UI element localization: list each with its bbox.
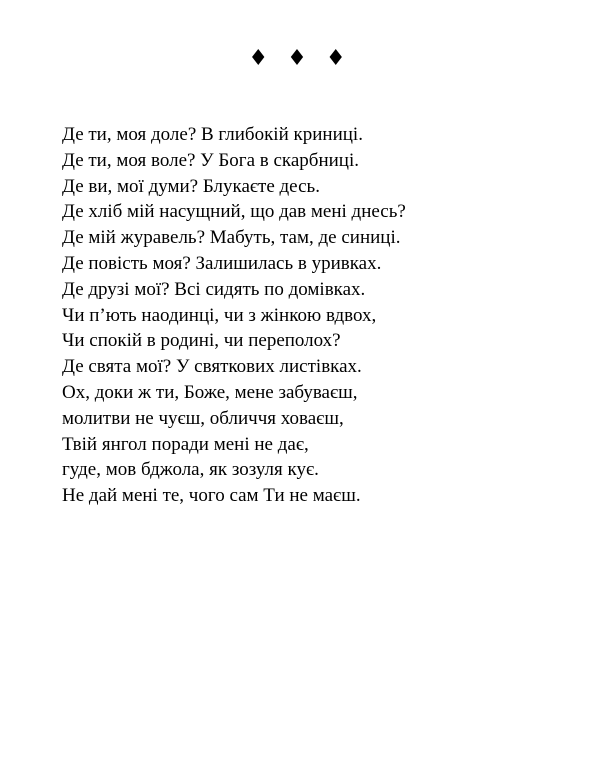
diamond-icon: ♦ xyxy=(248,46,275,71)
section-ornament xyxy=(0,44,600,74)
poem-line: Чи п’ють наодинці, чи з жінкою вдвох, xyxy=(62,304,377,326)
poem-line: Де хліб мій насущний, що дав мені днесь? xyxy=(62,201,406,223)
diamond-icon: ♦ xyxy=(325,46,352,71)
poem-line: Твій янгол поради мені не дає, xyxy=(62,433,309,455)
diamond-icon: ♦ xyxy=(287,46,313,71)
poem-line: Де мій журавель? Мабуть, там, де синиці. xyxy=(62,227,401,249)
poem-line: молитви не чуєш, обличчя ховаєш, xyxy=(62,407,344,429)
poem-line: Де свята мої? У святкових листівках. xyxy=(62,356,362,378)
poem-line: Не дай мені те, чого сам Ти не маєш. xyxy=(62,485,361,507)
poem-line: Де ти, моя доле? В глибокій криниці. xyxy=(62,124,363,145)
poem-line: Де ти, моя воле? У Бога в скарбниці. xyxy=(62,149,360,171)
poem-line: Де ви, мої думи? Блукаєте десь. xyxy=(62,175,320,197)
poem-line: Чи спокій в родині, чи переполох? xyxy=(62,330,341,352)
poem-line: гуде, мов бджола, як зозуля кує. xyxy=(62,459,319,481)
poem-line: Ох, доки ж ти, Боже, мене забуваєш, xyxy=(62,381,358,403)
poem-line: Де друзі мої? Всі сидять по домівках. xyxy=(62,278,366,300)
poem-line: Де повість моя? Залишилась в уривках. xyxy=(62,252,382,274)
poem-text xyxy=(62,122,562,509)
